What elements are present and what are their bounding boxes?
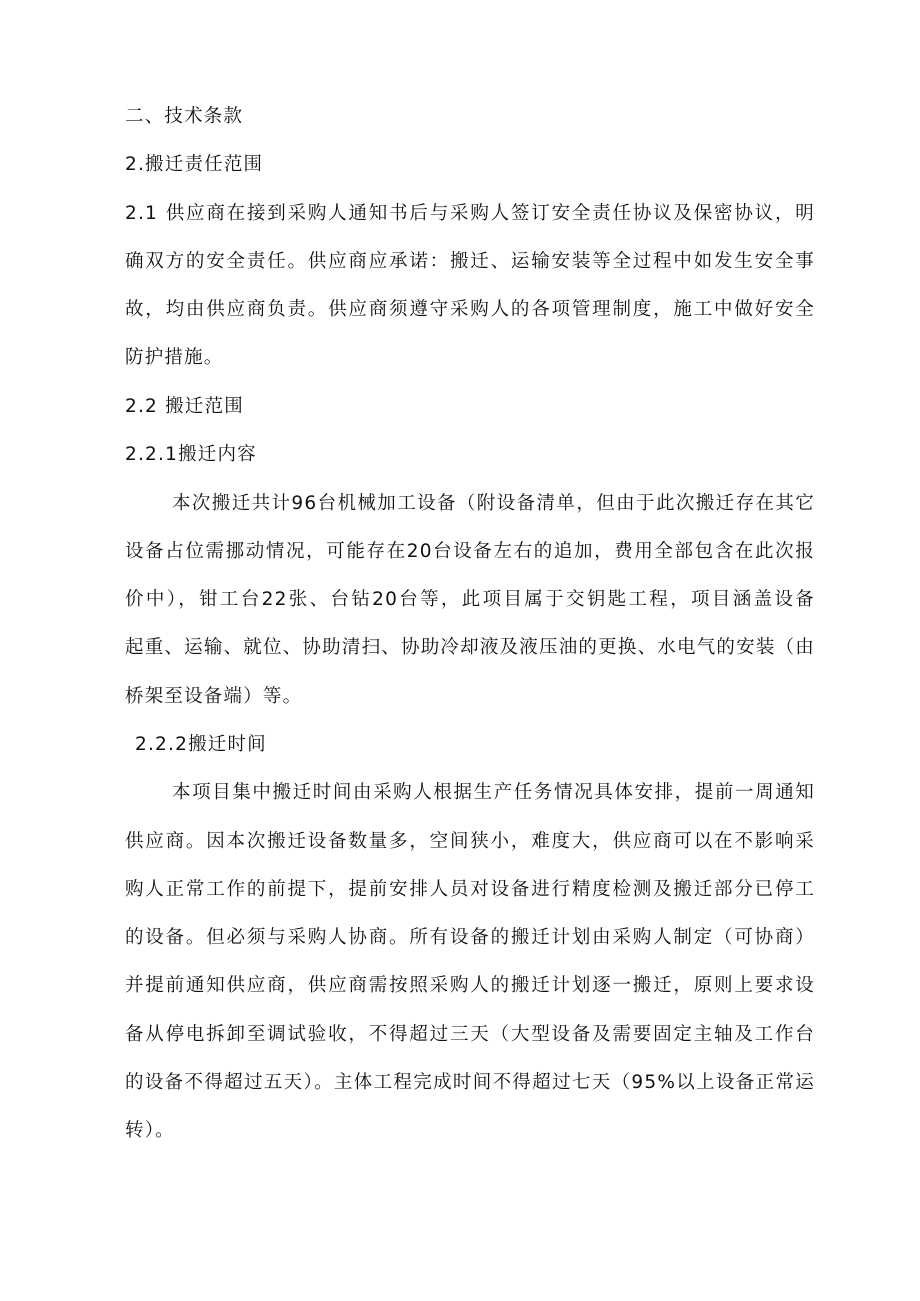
paragraph-line: 并提前通知供应商，供应商需按照采购人的搬迁计划逐一搬迁，原则上要求设 [125, 975, 815, 996]
paragraph-line: 本次搬迁共计96台机械加工设备（附设备清单，但由于此次搬迁存在其它 [172, 493, 815, 514]
paragraph-line: 故，均由供应商负责。供应商须遵守采购人的各项管理制度，施工中做好安全 [125, 299, 815, 320]
paragraph-line: 桥架至设备端）等。 [125, 686, 303, 707]
paragraph-line: 防护措施。 [125, 347, 224, 368]
paragraph-line: 转）。 [125, 1120, 175, 1141]
section-2-2-2-title: 2.2.2搬迁时间 [135, 734, 267, 755]
section-2-2-title: 2.2 搬迁范围 [125, 396, 244, 417]
paragraph-line: 的设备不得超过五天）。主体工程完成时间不得超过七天（95%以上设备正常运 [125, 1072, 815, 1093]
paragraph-line: 起重、运输、就位、协助清扫、协助冷却液及液压油的更换、水电气的安装（由 [125, 637, 815, 658]
section-2-title: 2.搬迁责任范围 [125, 154, 264, 175]
paragraph-line: 购人正常工作的前提下，提前安排人员对设备进行精度检测及搬迁部分已停工 [125, 879, 815, 900]
paragraph-line: 2.1 供应商在接到采购人通知书后与采购人签订安全责任协议及保密协议，明 [125, 203, 815, 224]
paragraph-line: 设备占位需挪动情况，可能存在20台设备左右的追加，费用全部包含在此次报 [125, 541, 815, 562]
paragraph-line: 供应商。因本次搬迁设备数量多，空间狭小，难度大，供应商可以在不影响采 [125, 831, 815, 852]
paragraph-line: 确双方的安全责任。供应商应承诺：搬迁、运输安装等全过程中如发生安全事 [125, 251, 815, 272]
paragraph-line: 的设备。但必须与采购人协商。所有设备的搬迁计划由采购人制定（可协商） [125, 927, 815, 948]
paragraph-line: 备从停电拆卸至调试验收，不得超过三天（大型设备及需要固定主轴及工作台 [125, 1024, 815, 1045]
part-title: 二、技术条款 [125, 106, 244, 127]
paragraph-line: 价中），钳工台22张、台钻20台等，此项目属于交钥匙工程，项目涵盖设备 [125, 589, 815, 610]
paragraph-line: 本项目集中搬迁时间由采购人根据生产任务情况具体安排，提前一周通知 [172, 782, 815, 803]
section-2-2-1-title: 2.2.1搬迁内容 [125, 444, 257, 465]
